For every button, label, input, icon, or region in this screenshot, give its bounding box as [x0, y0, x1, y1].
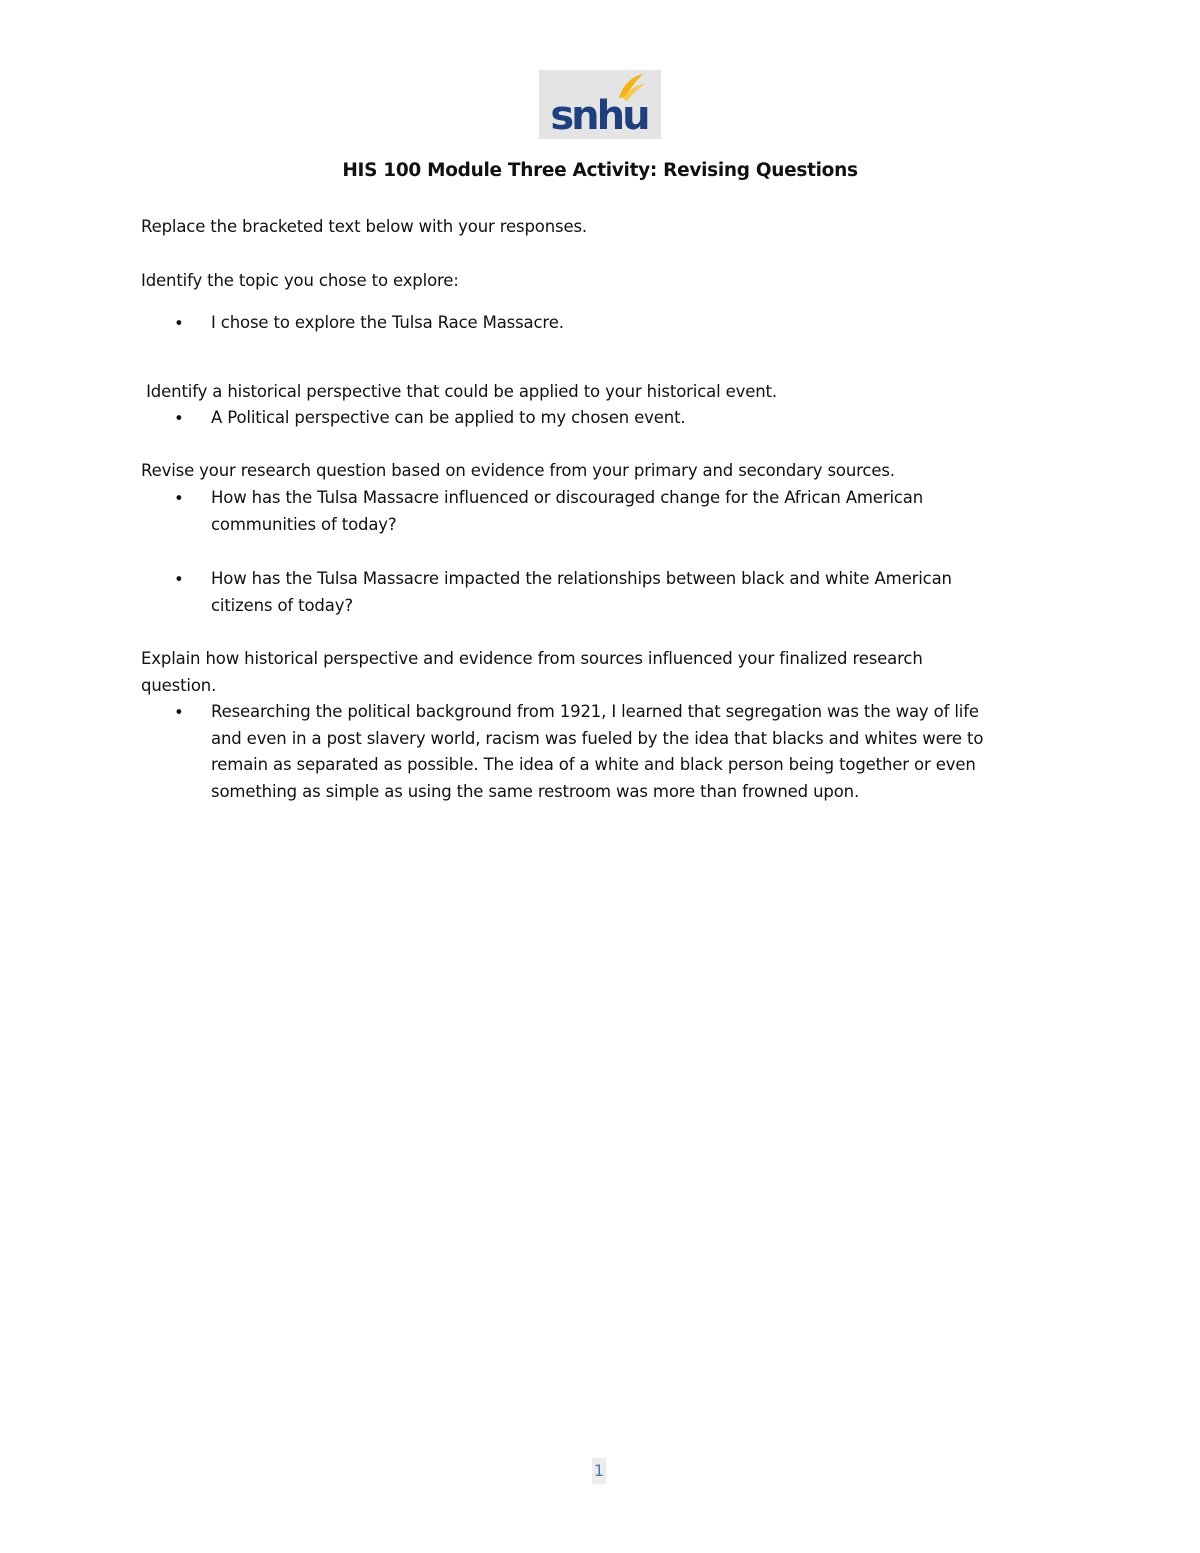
prompt-explain-influence: Explain how historical perspective and evidence from sources influenced your finalized research question.: [141, 649, 923, 695]
prompt-perspective: Identify a historical perspective that could be applied to your historical event.: [141, 382, 777, 401]
page-number: 1: [592, 1458, 606, 1484]
instruction-text: Replace the bracketed text below with your responses.: [141, 217, 588, 236]
logo-wordmark: snhu: [550, 93, 648, 139]
answer-perspective: A Political perspective can be applied to my chosen event.: [211, 408, 686, 427]
answer-explanation: Researching the political background from 1921, I learned that segregation was the way of life and even in a post slavery world, racism was fueled by the idea that blacks and whites were to remain as separated as possible. The idea of a white and black person being together or even something as simple as using the same restroom was more than frowned upon.: [211, 702, 984, 801]
document-title: HIS 100 Module Three Activity: Revising Questions: [342, 160, 858, 181]
prompt-revise-question: Revise your research question based on evidence from your primary and secondary sources.: [141, 461, 895, 480]
snhu-logo-graphic: [539, 70, 661, 139]
bullet-marker: •: [174, 409, 184, 428]
answer-revised-question-2: How has the Tulsa Massacre impacted the relationships between black and white American citizens of today?: [211, 569, 952, 615]
answer-revised-question-1: How has the Tulsa Massacre influenced or discouraged change for the African American communities of today?: [211, 488, 924, 534]
prompt-topic: Identify the topic you chose to explore:: [141, 271, 459, 290]
bullet-marker: •: [174, 314, 184, 333]
bullet-marker: •: [174, 489, 184, 508]
bullet-marker: •: [174, 570, 184, 589]
bullet-marker: •: [174, 703, 184, 722]
answer-topic: I chose to explore the Tulsa Race Massacre.: [211, 313, 564, 332]
snhu-logo: [539, 70, 661, 139]
